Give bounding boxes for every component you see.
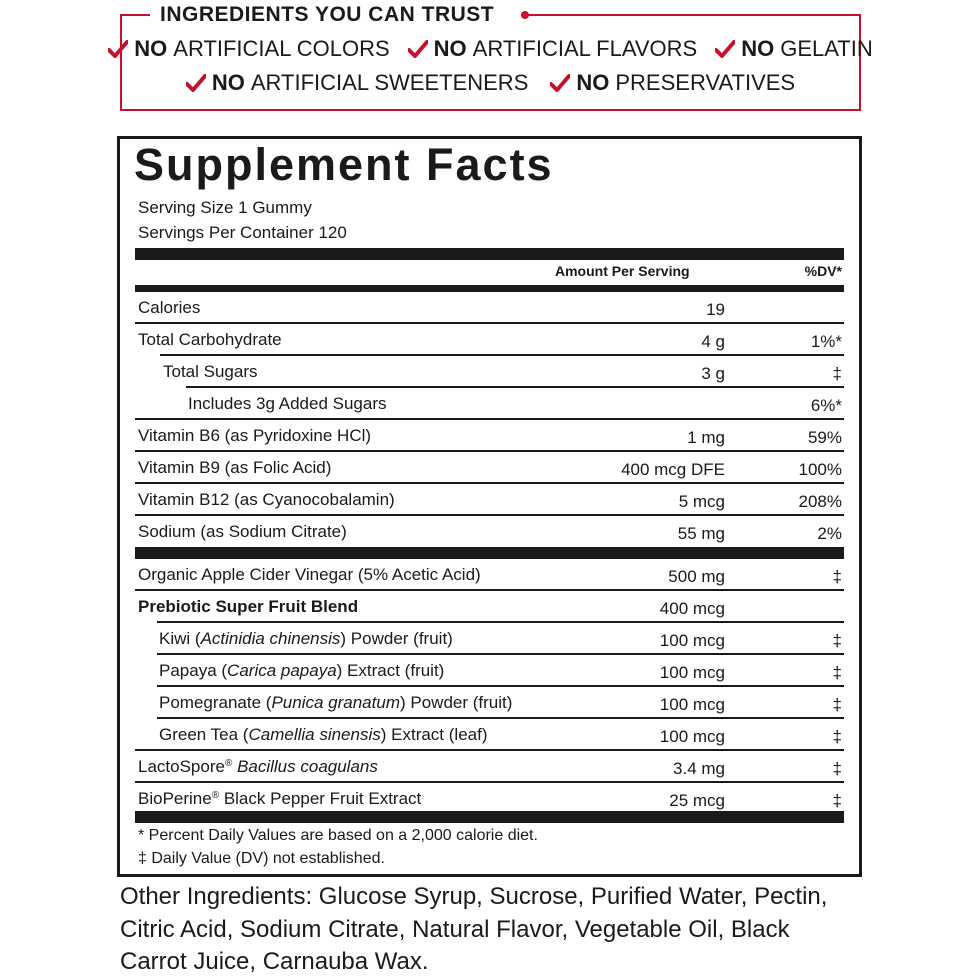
row-vitamin-b12 (120, 484, 859, 515)
claim-no-artificial-colors (108, 36, 389, 62)
claims-row-2 (122, 70, 859, 96)
row-total-carbohydrate (120, 324, 859, 355)
claim-text: PRESERVATIVES (615, 70, 796, 95)
claims-row-1 (122, 36, 873, 62)
divider-thick (135, 811, 844, 823)
nutrient-dv: 6%* (810, 396, 842, 415)
nutrient-name: Vitamin B6 (as Pyridoxine HCl) (138, 426, 372, 445)
nutrient-amount: 400 mcg DFE (621, 460, 725, 479)
divider-thick (135, 547, 844, 559)
banner-title: INGREDIENTS YOU CAN TRUST (160, 3, 495, 26)
row-prebiotic-blend (120, 591, 859, 622)
ingredient-amount: 100 mcg (659, 695, 725, 714)
nutrient-name: Vitamin B9 (as Folic Acid) (138, 458, 332, 477)
nutrient-amount: 5 mcg (678, 492, 725, 511)
check-icon (550, 74, 570, 92)
ingredient-amount: 500 mg (668, 567, 725, 586)
serving-size: Serving Size 1 Gummy (138, 198, 312, 217)
nutrient-amount: 1 mg (687, 428, 725, 447)
ingredient-name: Green Tea (Camellia sinensis) Extract (leaf) (159, 725, 488, 744)
ingredient-name: Organic Apple Cider Vinegar (5% Acetic Acid) (138, 565, 481, 584)
claim-no-gelatin (715, 36, 873, 62)
footnote-percent-dv: * Percent Daily Values are based on a 2,000 calorie diet. (138, 827, 538, 844)
claim-no-artificial-flavors (408, 36, 698, 62)
servings-per-container: Servings Per Container 120 (138, 223, 347, 242)
nutrient-dv: 2% (817, 524, 842, 543)
row-total-sugars (120, 356, 859, 387)
nutrient-dv: 208% (798, 492, 842, 511)
ingredient-name: Pomegranate (Punica granatum) Powder (fruit) (159, 693, 513, 712)
row-apple-cider-vinegar (120, 559, 859, 590)
nutrient-dv: ‡ (832, 364, 842, 383)
nutrient-name: Total Carbohydrate (138, 330, 282, 349)
banner-dot (521, 11, 529, 19)
divider-medium (135, 285, 844, 292)
ingredient-dv: ‡ (832, 727, 842, 746)
ingredient-amount: 400 mcg (659, 599, 725, 618)
ingredients-banner (120, 3, 873, 111)
ingredient-name: Papaya (Carica papaya) Extract (fruit) (159, 661, 445, 680)
nutrient-name: Vitamin B12 (as Cyanocobalamin) (138, 490, 395, 509)
ingredient-name: Kiwi (Actinidia chinensis) Powder (fruit) (159, 629, 453, 648)
claim-text: GELATIN (780, 36, 873, 61)
ingredient-dv: ‡ (832, 695, 842, 714)
nutrient-amount: 55 mg (677, 524, 725, 543)
ingredient-amount: 25 mcg (669, 791, 725, 810)
claim-bold: NO (576, 70, 610, 95)
nutrient-amount: 3 g (701, 364, 725, 383)
ingredient-amount: 100 mcg (659, 631, 725, 650)
claim-bold: NO (433, 36, 467, 61)
other-ingredients: Other Ingredients: Glucose Syrup, Sucrose, Purified Water, Pectin, Citric Acid, Sodium Citrate, Natural Flavor, Vegetable Oil, Black Carrot Juice, Carnauba Wax. (120, 883, 828, 975)
claim-bold: NO (741, 36, 775, 61)
row-vitamin-b6 (120, 420, 859, 451)
divider-thick (135, 248, 844, 260)
claim-text: ARTIFICIAL FLAVORS (472, 36, 698, 61)
check-icon (108, 40, 128, 58)
row-papaya (120, 655, 859, 686)
row-bioperine (120, 783, 859, 814)
nutrient-name: Total Sugars (163, 362, 258, 381)
supplement-facts-panel (117, 136, 862, 877)
ingredient-amount: 100 mcg (659, 727, 725, 746)
nutrient-name: Calories (138, 298, 201, 317)
ingredient-dv: ‡ (832, 759, 842, 778)
ingredient-dv: ‡ (832, 631, 842, 650)
facts-title: Supplement Facts (134, 139, 554, 190)
footnote-dv-not-established: ‡ Daily Value (DV) not established. (138, 850, 385, 867)
check-icon (186, 74, 206, 92)
nutrient-amount: 4 g (701, 332, 725, 351)
row-green-tea (120, 719, 859, 750)
row-added-sugars (120, 388, 859, 419)
row-calories (120, 292, 859, 323)
nutrient-dv: 100% (798, 460, 842, 479)
banner-border-left (120, 14, 150, 16)
row-kiwi (120, 623, 859, 654)
claim-text: ARTIFICIAL COLORS (173, 36, 390, 61)
ingredient-amount: 100 mcg (659, 663, 725, 682)
nutrient-name: Sodium (as Sodium Citrate) (138, 522, 347, 541)
ingredient-dv: ‡ (832, 567, 842, 586)
column-header-dv: %DV* (804, 263, 842, 279)
row-sodium (120, 516, 859, 547)
nutrient-dv: 1%* (810, 332, 842, 351)
check-icon (408, 40, 428, 58)
claim-bold: NO (134, 36, 168, 61)
claim-no-preservatives (550, 70, 795, 96)
row-pomegranate (120, 687, 859, 718)
ingredient-dv: ‡ (832, 663, 842, 682)
row-vitamin-b9 (120, 452, 859, 483)
column-header-amount: Amount Per Serving (555, 263, 690, 279)
ingredient-name: LactoSpore® Bacillus coagulans (138, 757, 378, 776)
ingredient-amount: 3.4 mg (673, 759, 725, 778)
nutrient-name: Includes 3g Added Sugars (188, 394, 387, 413)
claim-text: ARTIFICIAL SWEETENERS (250, 70, 529, 95)
banner-border-right (526, 14, 861, 16)
ingredient-dv: ‡ (832, 791, 842, 810)
ingredient-name: Prebiotic Super Fruit Blend (138, 597, 359, 616)
claim-bold: NO (211, 70, 245, 95)
nutrient-dv: 59% (807, 428, 842, 447)
check-icon (715, 40, 735, 58)
claim-no-artificial-sweeteners (186, 70, 529, 96)
row-lactospore (120, 751, 859, 782)
ingredient-name: BioPerine® Black Pepper Fruit Extract (138, 789, 422, 808)
nutrient-amount: 19 (706, 300, 725, 319)
